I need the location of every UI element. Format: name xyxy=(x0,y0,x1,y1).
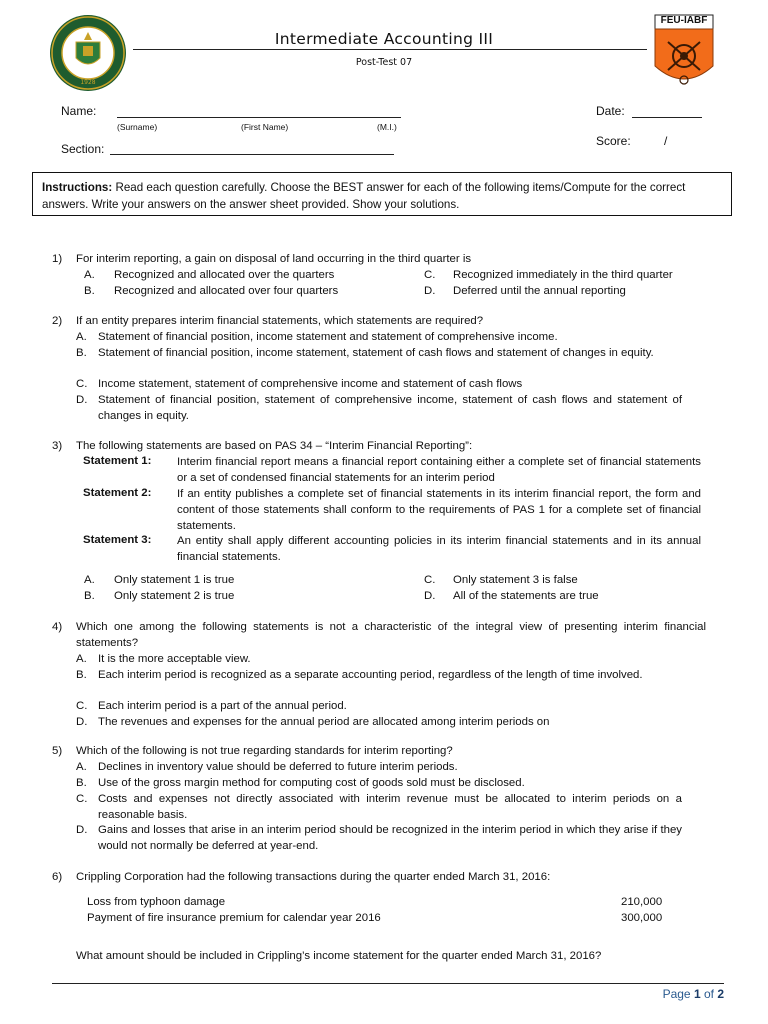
question-followup: What amount should be included in Crippling’s income statement for the quarter ended March 31, 2016? xyxy=(76,950,602,962)
statement-1-label: Statement 1: xyxy=(83,455,152,467)
title-underline xyxy=(133,49,647,50)
question-text: Which one among the following statements is not a characteristic of the integral view of presenting interim financial statements? xyxy=(76,621,706,649)
transaction-label: Payment of fire insurance premium for calendar year 2016 xyxy=(87,912,381,924)
question-6 xyxy=(52,870,712,970)
first-name-hint: (First Name) xyxy=(241,122,289,132)
option-a[interactable]: A. Declines in inventory value should be deferred to future interim periods. xyxy=(76,761,458,773)
question-5 xyxy=(52,744,712,856)
transaction-amount: 210,000 xyxy=(621,896,663,908)
instructions-box xyxy=(32,172,732,216)
statement-2-text: If an entity publishes a complete set of financial statements in its interim financial report, the form and content of those statements shall conform to the requirements of PAS 1 for a complete set of financial statements. xyxy=(177,488,701,532)
option-a[interactable]: A. Statement of financial position, income statement and statement of comprehensive income. xyxy=(76,331,558,343)
statement-3-text: An entity shall apply different accounting policies in its interim financial statements and in its annual financial statements. xyxy=(177,535,701,563)
statement-2-label: Statement 2: xyxy=(83,487,152,499)
page-subtitle: Post-Test 07 xyxy=(355,57,413,68)
page-indicator xyxy=(663,987,724,1001)
option-c[interactable]: C. Costs and expenses not directly associated with interim revenue must be allocated to interim periods on a reasonable basis. xyxy=(76,793,682,821)
option-d[interactable]: D. Statement of financial position, statement of comprehensive income, statement of cash flows and statement of changes in equity. xyxy=(76,394,682,422)
date-label: Date: xyxy=(596,104,625,118)
question-number: 2) xyxy=(52,315,63,327)
option-d[interactable]: D. The revenues and expenses for the annual period are allocated among interim periods on xyxy=(76,716,550,728)
question-text: For interim reporting, a gain on disposal of land occurring in the third quarter is xyxy=(76,253,472,265)
surname-hint: (Surname) xyxy=(117,122,158,132)
seal-icon xyxy=(49,14,127,92)
question-3-options: A. Only statement 1 is true B. Only statement 2 is true C. Only statement 3 is false D. All of the statements are true xyxy=(84,574,599,602)
transaction-amount: 300,000 xyxy=(621,912,663,924)
transaction-row xyxy=(87,895,687,911)
score-slash: / xyxy=(664,134,668,148)
question-4 xyxy=(52,620,712,732)
date-field[interactable] xyxy=(632,117,702,118)
statement-1-text: Interim financial report means a financial report containing either a complete set of financial statements or a set of condensed financial statements for an interim period xyxy=(177,456,701,484)
option-b[interactable]: B. Statement of financial position, income statement, statement of cash flows and statement of changes in equity. xyxy=(76,347,654,359)
statement-3-label: Statement 3: xyxy=(83,534,152,546)
name-label: Name: xyxy=(61,104,97,118)
option-a[interactable]: A. It is the more acceptable view. xyxy=(76,653,251,665)
question-2 xyxy=(52,314,712,426)
question-text: If an entity prepares interim financial statements, which statements are required? xyxy=(76,315,484,327)
question-text: The following statements are based on PAS 34 – “Interim Financial Reporting”: xyxy=(76,440,473,452)
feu-iabf-logo xyxy=(654,14,714,92)
page-of: of xyxy=(700,987,718,1001)
option-b[interactable]: B. Use of the gross margin method for computing cost of goods sold must be disclosed. xyxy=(76,777,525,789)
score-label: Score: xyxy=(596,134,631,148)
question-number: 3) xyxy=(52,440,63,452)
section-label: Section: xyxy=(61,142,105,156)
option-c[interactable]: C. Each interim period is a part of the annual period. xyxy=(76,700,347,712)
question-number: 1) xyxy=(52,253,63,265)
option-d[interactable]: D. Gains and losses that arise in an interim period should be recognized in the interim period in which they arise if they would not normally be deferred at year-end. xyxy=(76,824,682,852)
question-text: Which of the following is not true regarding standards for interim reporting? xyxy=(76,745,453,757)
option-c[interactable]: C. Income statement, statement of comprehensive income and statement of cash flows xyxy=(76,378,523,390)
university-seal xyxy=(49,14,127,92)
logo-text: FEU-IABF xyxy=(660,15,708,26)
transaction-row xyxy=(87,911,687,927)
transaction-label: Loss from typhoon damage xyxy=(87,896,226,908)
page-total: 2 xyxy=(717,987,724,1001)
question-number: 6) xyxy=(52,871,63,883)
name-field[interactable] xyxy=(117,117,401,118)
question-3-header xyxy=(52,439,712,455)
svg-text:1928: 1928 xyxy=(80,79,96,86)
instructions-text: Read each question carefully. Choose the BEST answer for each of the following items/Compute for the correct answers. Write your answers on the answer sheet provided. Show your solutions. xyxy=(42,181,686,211)
section-field[interactable] xyxy=(110,154,394,155)
option-b[interactable]: B. Each interim period is recognized as a separate accounting period, regardless of the length of time involved. xyxy=(76,669,643,681)
instructions-label: Instructions: xyxy=(42,181,113,194)
question-number: 4) xyxy=(52,621,63,633)
footer-divider xyxy=(52,983,724,984)
page-word: Page xyxy=(662,987,694,1001)
question-number: 5) xyxy=(52,745,63,757)
question-1: 1) For interim reporting, a gain on disposal of land occurring in the third quarter is A. Recognized and allocated over the quarters B. Recognized and allocated over four quarters C. Recognized immediately in the third quarter D. Deferred until the annual reporting xyxy=(52,252,712,302)
mi-hint: (M.I.) xyxy=(377,122,397,132)
question-text: Crippling Corporation had the following transactions during the quarter ended March 31, 2016: xyxy=(76,871,551,883)
page-title: Intermediate Accounting III xyxy=(274,30,494,48)
page-number: 1 xyxy=(693,987,701,1001)
